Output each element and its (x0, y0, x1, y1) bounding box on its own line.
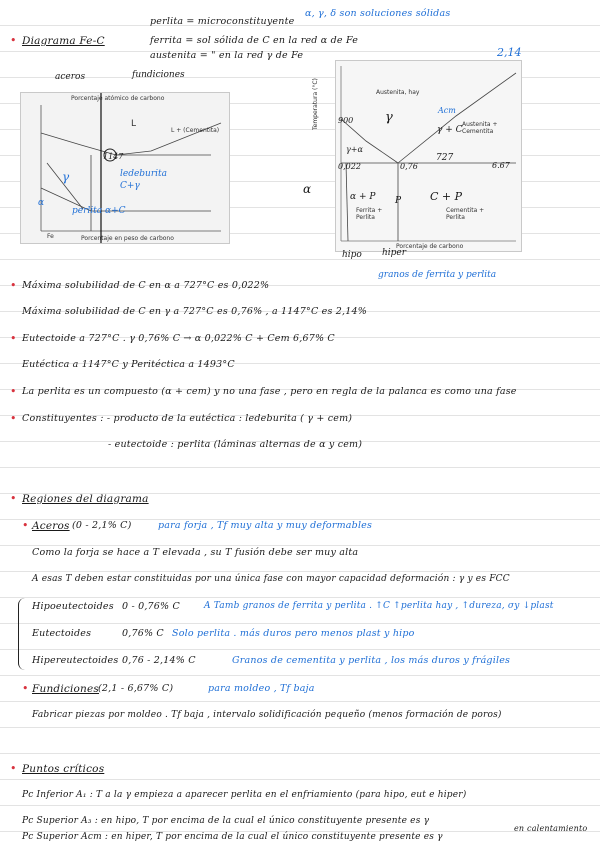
fund-note: para moldeo , Tf baja (208, 683, 315, 694)
fund-range: (2,1 - 6,67% C) (98, 683, 174, 694)
left-diag-fe: Fe (47, 233, 54, 240)
hipo-label: Hipoeutectoides (32, 601, 114, 612)
right-diagram (335, 60, 522, 252)
hiper-label: Hipereutectoides (32, 655, 119, 666)
label-hiper: hiper (382, 248, 407, 258)
label-alpha-right: α (303, 182, 312, 196)
label-alpha-p: α + P (350, 192, 376, 202)
label-perlita-ac: perlita α+C (72, 206, 126, 216)
bullet-dot: • (10, 332, 17, 345)
label-acm: Acm (438, 106, 456, 115)
label-1147: 1147 (103, 152, 124, 161)
left-diag-bottom-axis: Porcentaje en peso de carbono (81, 235, 174, 242)
label-gamma-right: γ (385, 110, 393, 125)
fund-text: Fabricar piezas por moldeo . Tf baja , intervalo solidificación pequeño (menos formación de poros) (32, 710, 502, 720)
label-c-p: C + P (430, 190, 463, 203)
bullet-dot: • (22, 519, 29, 532)
section-title-regiones: Regiones del diagrama (22, 493, 149, 505)
forja-line: Como la forja se hace a T elevada , su T fusión debe ser muy alta (32, 547, 359, 558)
label-alpha-left: α (38, 198, 45, 208)
label-ledeburita: ledeburita C+γ (120, 169, 168, 191)
note-soluciones: α, γ, δ son soluciones sólidas (305, 8, 451, 19)
brace (18, 598, 25, 670)
hiper-range: 0,76 - 2,14% C (122, 655, 196, 666)
label-aceros: aceros (55, 72, 86, 82)
pc-superior-acm: Pc Superior Acm : en hiper, T por encima de la cual el único constituyente presente es γ (22, 832, 443, 842)
label-fundiciones: fundiciones (132, 70, 185, 80)
hipo-note: A Tamb granos de ferrita y perlita . ↑C ↑perlita hay , ↑dureza, σy ↓plast (204, 601, 554, 611)
aceros-title: Aceros (32, 520, 70, 532)
note-austenita: austenita = " en la red γ de Fe (150, 50, 304, 61)
fcc-line: A esas T deben estar constituidas por una única fase con mayor capacidad deformación : γ y es FCC (32, 574, 510, 584)
bullet-eutectoide-perlita: - eutectoide : perlita (láminas alternas de α y cem) (108, 439, 363, 450)
bullet-solubilidad-gamma: Máxima solubilidad de C en γ a 727°C es 0,76% , a 1147°C es 2,14% (22, 306, 367, 317)
pc-superior-a3: Pc Superior A₃ : en hipo, T por encima de la cual el único constituyente presente es γ (22, 816, 430, 826)
right-diag-porcentaje: Porcentaje de carbono (396, 243, 464, 250)
label-granos: granos de ferrita y perlita (378, 270, 497, 280)
label-p: P (395, 196, 402, 206)
fund-title: Fundiciones (32, 683, 100, 695)
hiper-note: Granos de cementita y perlita , los más duros y frágiles (232, 655, 511, 666)
aceros-range: (0 - 2,1% C) (72, 520, 132, 531)
eut-note: Solo perlita . más duros pero menos plast y hipo (172, 628, 415, 639)
bullet-dot: • (10, 34, 17, 47)
label-900: 900 (338, 116, 354, 125)
bullet-eutectoide: Eutectoide a 727°C . γ 0,76% C → α 0,022% C + Cem 6,67% C (22, 333, 335, 344)
label-727: 727 (436, 153, 454, 163)
note-perlita: perlita = microconstituyente (150, 16, 295, 27)
label-0-76: 0,76 (400, 162, 418, 171)
section-title-puntos: Puntos críticos (22, 763, 105, 775)
bullet-constituyentes: Constituyentes : - producto de la eutéctica : ledeburita ( γ + cem) (22, 413, 353, 424)
label-6-67: 6.67 (492, 161, 510, 170)
eut-label: Eutectoides (32, 628, 92, 639)
left-diag-top-axis: Porcentaje atómico de carbono (71, 95, 165, 102)
label-2-14: 2,14 (497, 46, 522, 59)
bullet-solubilidad-alpha: Máxima solubilidad de C en α a 727°C es 0,022% (22, 280, 270, 291)
label-hipo: hipo (342, 250, 362, 260)
right-diagram-lines (336, 61, 521, 251)
bullet-dot: • (10, 492, 17, 505)
right-diag-ferrita-perlita: Ferrita + Perlita (356, 207, 383, 221)
label-0-022: 0,022 (338, 162, 361, 171)
hipo-range: 0 - 0,76% C (122, 601, 180, 612)
bullet-dot: • (10, 385, 17, 398)
bullet-dot: • (10, 762, 17, 775)
aceros-note: para forja , Tf muy alta y muy deformables (158, 520, 373, 531)
right-diag-austenita: Austenita, hay (376, 89, 420, 96)
bullet-dot: • (10, 279, 17, 292)
eut-range: 0,76% C (122, 628, 164, 639)
right-diag-temp-axis: Temperatura (°C) (312, 78, 319, 130)
label-gamma-c: γ + C (437, 125, 463, 135)
right-diag-cementita-perlita: Cementita + Perlita (446, 207, 485, 221)
left-diag-l: L (131, 119, 137, 129)
note-ferrita: ferrita = sol sólida de C en la red α de Fe (150, 35, 359, 46)
label-gamma-alpha: γ+α (346, 145, 363, 154)
bullet-dot: • (10, 412, 17, 425)
section-title-diagrama: Diagrama Fe-C (22, 35, 105, 47)
side-note-calentamiento: en calentamiento (514, 824, 588, 833)
right-diag-austenita-cementita: Austenita + Cementita (462, 121, 498, 135)
bullet-perlita: La perlita es un compuesto (α + cem) y no una fase , pero en regla de la palanca es como una fase (22, 386, 517, 397)
bullet-dot: • (22, 682, 29, 695)
pc-inferior: Pc Inferior A₁ : T a la γ empieza a aparecer perlita en el enfriamiento (para hipo, eut e hiper) (22, 790, 467, 800)
bullet-eutectica: Eutéctica a 1147°C y Peritéctica a 1493°C (22, 359, 235, 370)
label-gamma-left: γ (62, 170, 70, 184)
left-diag-l-cementita: L + (Cementita) (171, 127, 220, 134)
